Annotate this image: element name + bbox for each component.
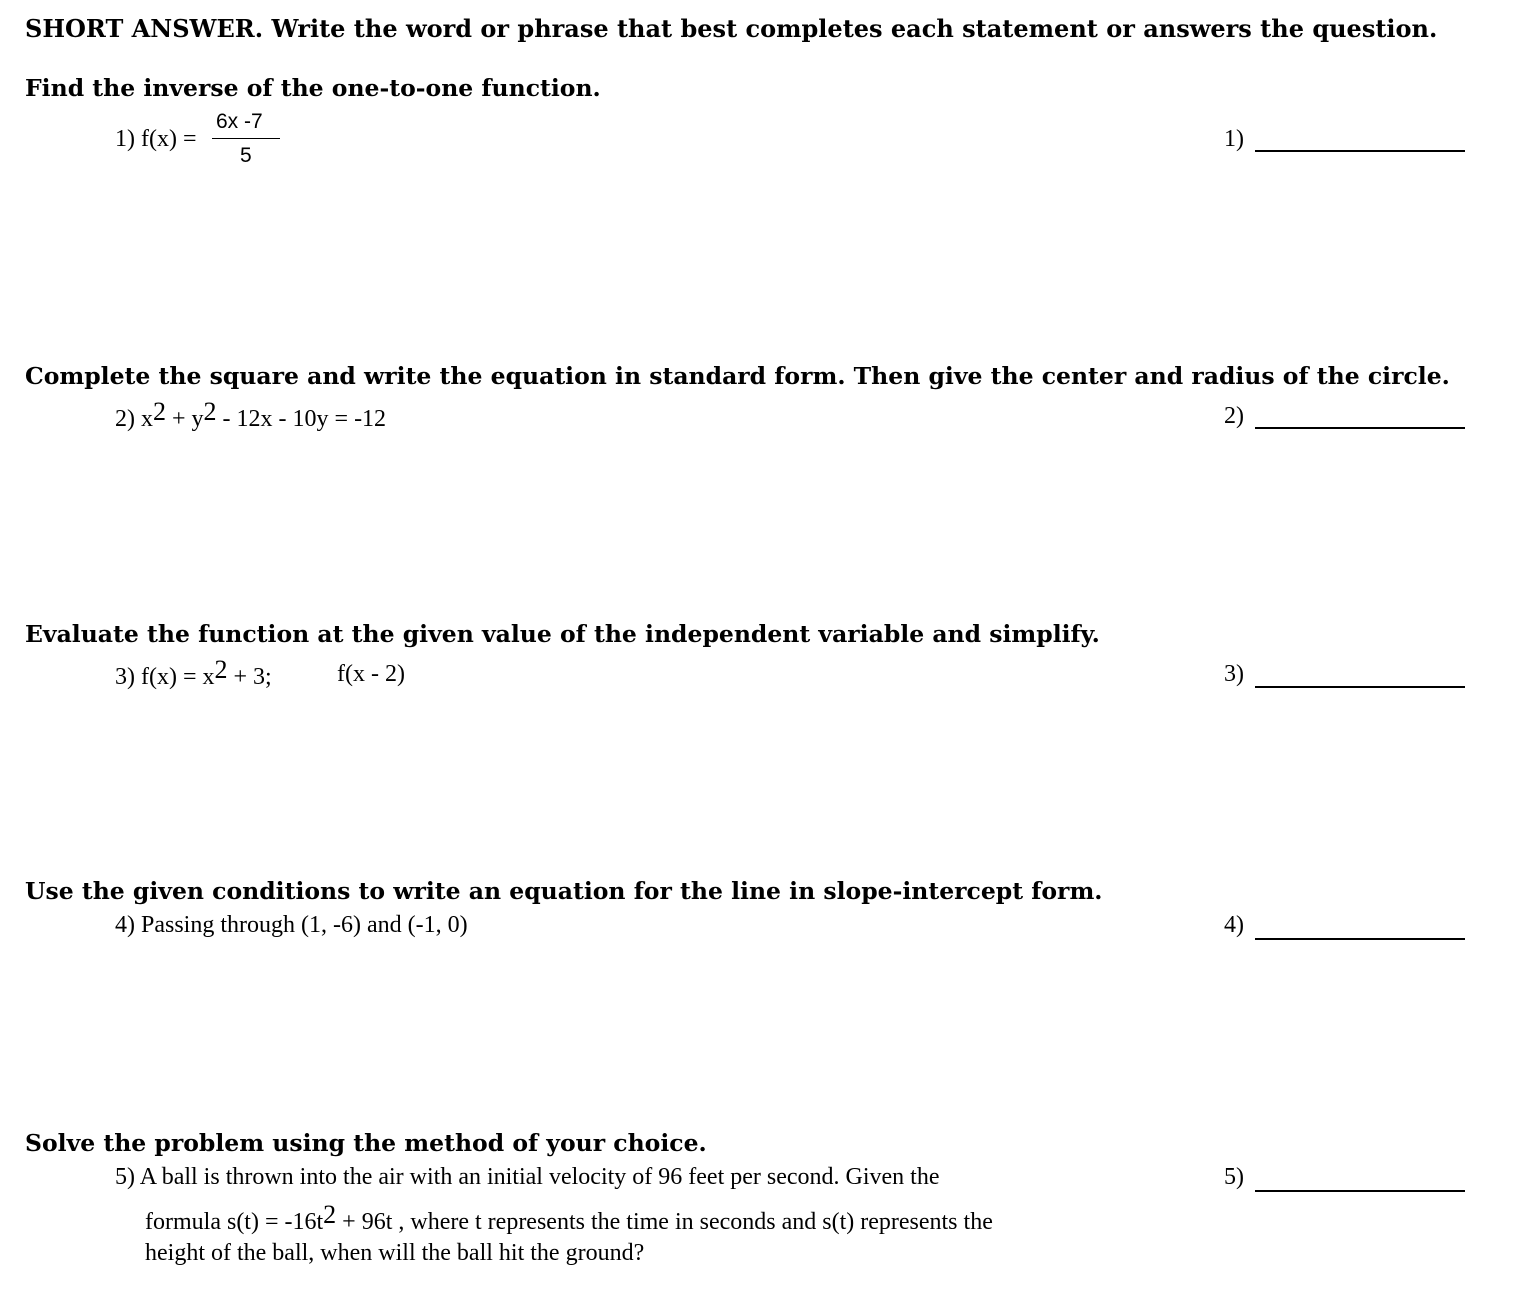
answer-label-5: 5) <box>1224 1164 1244 1190</box>
formula-text: formula s(t) = -16t <box>145 1209 324 1235</box>
problem-1 <box>115 126 197 153</box>
problem-5-line-1: A ball is thrown into the air with an initial velocity of 96 feet per second. Given the <box>139 1164 940 1190</box>
problem-1-number: 1) <box>115 126 135 152</box>
answer-label-4: 4) <box>1224 912 1244 938</box>
answer-blank-3[interactable] <box>1255 686 1465 688</box>
instruction-2: Complete the square and write the equation in standard form. Then give the center and radius of the circle. <box>25 362 1450 390</box>
problem-3-number: 3) <box>115 664 135 690</box>
answer-blank-4[interactable] <box>1255 938 1465 940</box>
problem-1-denominator: 5 <box>240 144 252 167</box>
answer-blank-1[interactable] <box>1255 150 1465 152</box>
exponent: 2 <box>153 397 166 426</box>
problem-3 <box>115 655 272 691</box>
problem-2 <box>115 397 387 433</box>
problem-2-number: 2) <box>115 406 135 432</box>
answer-label-1: 1) <box>1224 126 1244 152</box>
problem-3-constant: + 3; <box>227 664 272 690</box>
problem-4-text: Passing through (1, -6) and (-1, 0) <box>141 912 468 938</box>
problem-3-function: f(x) = x <box>141 664 215 690</box>
instruction-3: Evaluate the function at the given value of the independent variable and simplify. <box>25 620 1100 648</box>
exponent: 2 <box>323 1200 337 1229</box>
instruction-4: Use the given conditions to write an equation for the line in slope-intercept form. <box>25 877 1103 905</box>
answer-blank-5[interactable] <box>1255 1190 1465 1192</box>
problem-5 <box>115 1164 940 1191</box>
fraction-bar <box>212 138 280 139</box>
exponent: 2 <box>203 397 217 426</box>
problem-4 <box>115 912 468 939</box>
answer-label-3: 3) <box>1224 661 1244 687</box>
problem-1-prefix: f(x) = <box>141 126 197 152</box>
problem-1-numerator: 6x -7 <box>216 110 263 133</box>
answer-blank-2[interactable] <box>1255 427 1465 429</box>
problem-2-term-x: x <box>141 406 153 432</box>
problem-5-line-2 <box>145 1200 993 1236</box>
problem-2-term-y: + y <box>166 406 204 432</box>
problem-5-line-3: height of the ball, when will the ball hit the ground? <box>145 1240 645 1266</box>
instruction-1: Find the inverse of the one-to-one function. <box>25 74 601 102</box>
problem-2-rest: - 12x - 10y = -12 <box>216 406 387 432</box>
page-header: SHORT ANSWER. Write the word or phrase that best completes each statement or answers the question. <box>25 14 1438 43</box>
exponent: 2 <box>214 655 228 684</box>
formula-continuation: + 96t , where t represents the time in seconds and s(t) represents the <box>336 1209 993 1235</box>
problem-4-number: 4) <box>115 912 135 938</box>
instruction-5: Solve the problem using the method of your choice. <box>25 1129 707 1157</box>
answer-label-2: 2) <box>1224 403 1244 429</box>
problem-5-number: 5) <box>115 1164 135 1190</box>
problem-3-evaluate-at: f(x - 2) <box>337 661 405 687</box>
